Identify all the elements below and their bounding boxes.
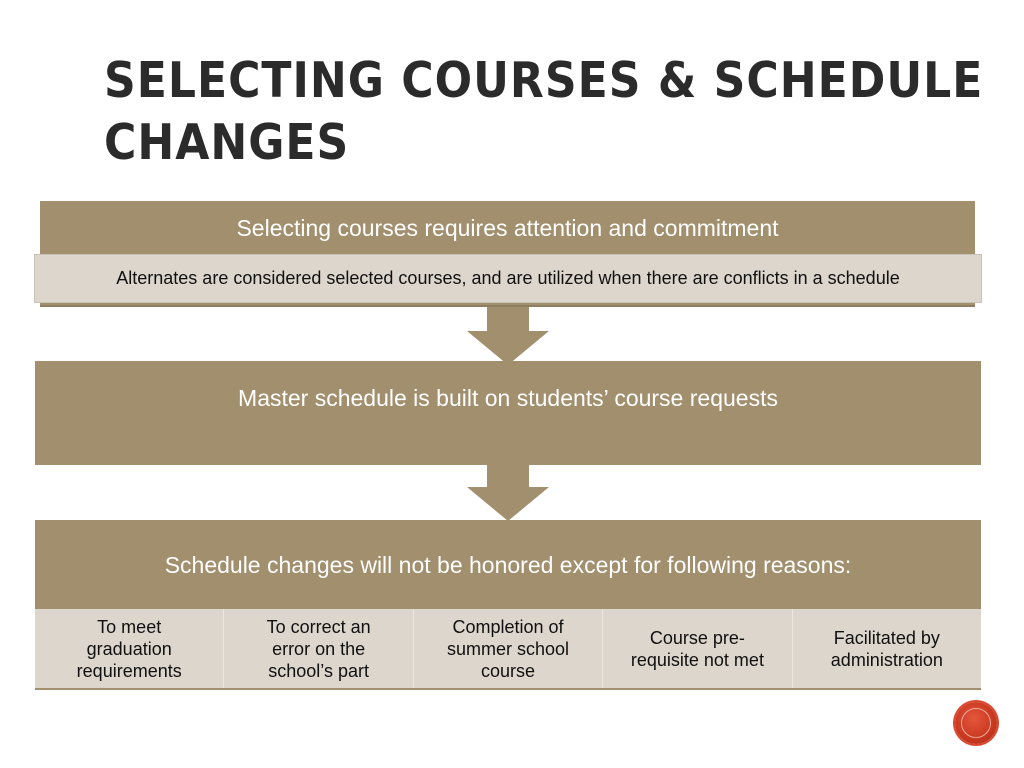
title-line-1: SELECTING COURSES & SCHEDULE <box>104 52 984 109</box>
reason-summer-school <box>414 609 603 688</box>
reason-line: summer school <box>446 638 570 659</box>
reason-graduation <box>35 609 224 688</box>
reason-line: To correct an <box>266 616 371 637</box>
reasons-row <box>35 609 981 688</box>
reason-line: error on the <box>272 638 366 659</box>
next-slide-button[interactable] <box>955 702 997 744</box>
step-3-text: Schedule changes will not be honored except for following reasons: <box>164 552 852 578</box>
reason-line: school’s part <box>268 660 369 681</box>
step-2-box <box>35 361 981 465</box>
reason-prerequisite <box>603 609 792 688</box>
circle-icon <box>961 708 991 738</box>
page-title <box>104 50 984 174</box>
reason-line: graduation <box>86 638 172 659</box>
reason-line: administration <box>830 649 943 670</box>
step-1-text: Selecting courses requires attention and commitment <box>236 215 779 241</box>
reason-school-error <box>224 609 413 688</box>
reason-line: requirements <box>76 660 182 681</box>
step-1-sub-text: Alternates are considered selected courses, and are utilized when there are conflicts in a schedule <box>116 268 900 288</box>
step-1-sub-box <box>34 254 982 303</box>
step-2-text: Master schedule is built on students’ course requests <box>238 385 778 411</box>
title-line-2: CHANGES <box>104 114 350 171</box>
reason-line: Completion of <box>452 616 564 637</box>
reason-line: course <box>480 660 536 681</box>
reason-line: Facilitated by <box>833 627 940 648</box>
down-arrow-1 <box>467 307 549 365</box>
reason-line: Course pre- <box>649 627 745 648</box>
reason-line: To meet <box>97 616 162 637</box>
reason-line: requisite not met <box>630 649 764 670</box>
down-arrow-2 <box>467 465 549 521</box>
reason-administration <box>793 609 981 688</box>
